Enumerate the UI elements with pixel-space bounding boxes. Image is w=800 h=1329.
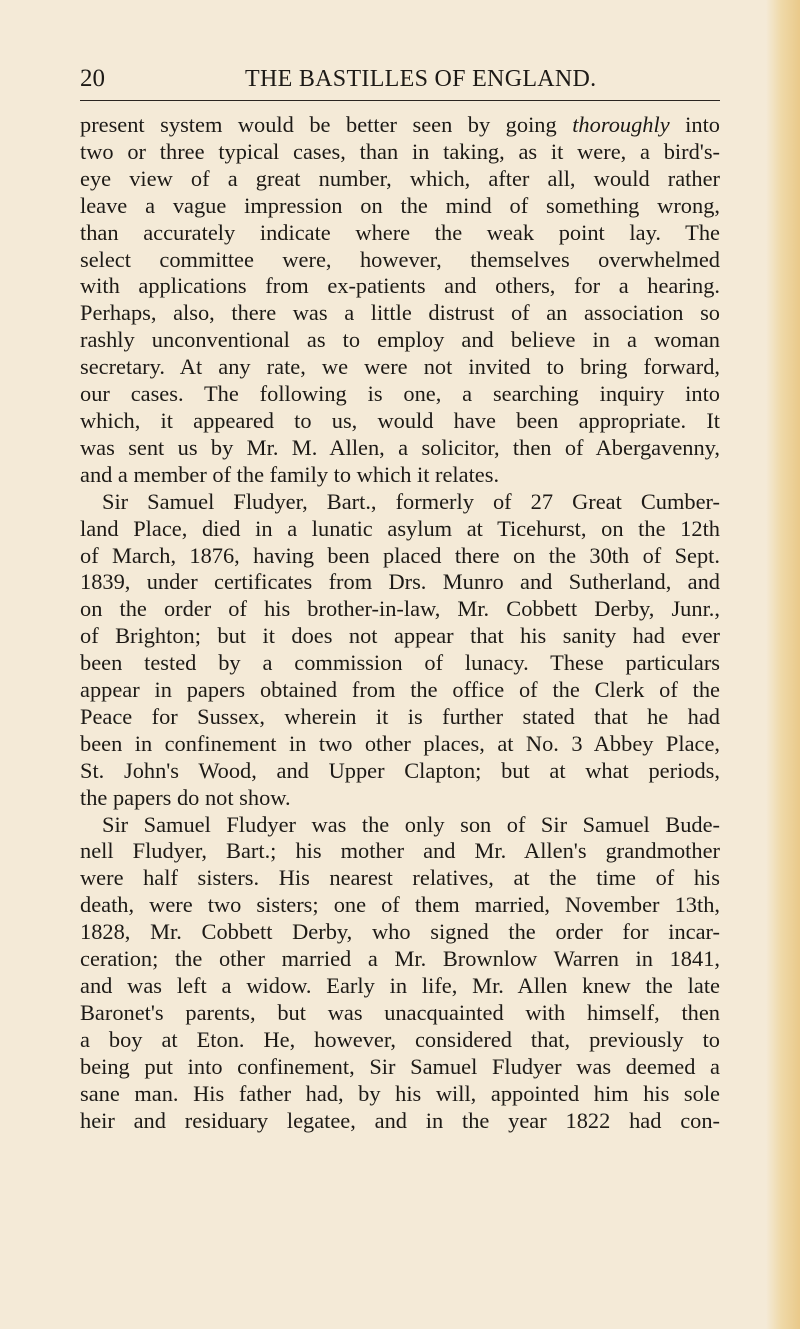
text-line: the papers do not show.	[80, 784, 291, 810]
text-line: 1828, Mr. Cobbett Derby, who signed the order for incar-	[80, 919, 720, 945]
text-line: heir and residuary legatee, and in the year 1822 had con-	[80, 1107, 720, 1133]
text-line: of March, 1876, having been placed there on the 30th of Sept.	[80, 542, 720, 568]
text-line: rashly unconventional as to employ and believe in a woman	[80, 327, 720, 353]
text-line: Peace for Sussex, wherein it is further stated that he had	[80, 703, 720, 729]
header-rule	[80, 100, 720, 101]
text-line: sane man. His father had, by his will, appointed him his sole	[80, 1080, 720, 1106]
text-line: been in confinement in two other places, at No. 3 Abbey Place,	[80, 730, 720, 756]
emphasis: thoroughly	[572, 112, 670, 137]
text-line: land Place, died in a lunatic asylum at Ticehurst, on the 12th	[80, 515, 720, 541]
text-line: Perhaps, also, there was a little distrust of an association so	[80, 300, 720, 326]
page-header	[80, 62, 720, 96]
running-head: THE BASTILLES OF ENGLAND.	[245, 66, 597, 92]
text-line: which, it appeared to us, would have been appropriate. It	[80, 407, 720, 433]
text-line: with applications from ex-patients and others, for a hearing.	[80, 273, 720, 299]
text-line: appear in papers obtained from the office of the Clerk of the	[80, 677, 720, 703]
text-line: St. John's Wood, and Upper Clapton; but at what periods,	[80, 757, 720, 783]
text-line: eye view of a great number, which, after all, would rather	[80, 165, 720, 191]
text-line: being put into confinement, Sir Samuel Fludyer was deemed a	[80, 1053, 720, 1079]
text-line: Baronet's parents, but was unacquainted with himself, then	[80, 999, 720, 1025]
text-line: secretary. At any rate, we were not invited to bring forward,	[80, 354, 720, 380]
text-line: ceration; the other married a Mr. Brownlow Warren in 1841,	[80, 946, 720, 972]
text-line: were half sisters. His nearest relatives, at the time of his	[80, 865, 720, 891]
text-line: two or three typical cases, than in taking, as it were, a bird's-	[80, 138, 720, 164]
text-line: was sent us by Mr. M. Allen, a solicitor, then of Abergavenny,	[80, 434, 720, 460]
text-line: Sir Samuel Fludyer, Bart., formerly of 27 Great Cumber-	[102, 488, 720, 514]
text-line: and a member of the family to which it relates.	[80, 461, 500, 487]
text-line: and was left a widow. Early in life, Mr. Allen knew the late	[80, 973, 720, 998]
text-line: select committee were, however, themselves overwhelmed	[80, 246, 720, 272]
text-line: than accurately indicate where the weak point lay. The	[80, 219, 720, 245]
text-line: a boy at Eton. He, however, considered that, previously to	[80, 1026, 720, 1052]
text-line: 1839, under certificates from Drs. Munro and Sutherland, and	[80, 569, 720, 595]
page-number: 20	[80, 65, 105, 92]
text-line: death, were two sisters; one of them married, November 13th,	[80, 892, 720, 918]
text-line: nell Fludyer, Bart.; his mother and Mr. Allen's grandmother	[80, 838, 720, 864]
text-line: leave a vague impression on the mind of something wrong,	[80, 192, 720, 218]
body-text	[80, 112, 720, 1134]
text-line: our cases. The following is one, a searching inquiry into	[80, 381, 720, 407]
text-line: been tested by a commission of lunacy. These particulars	[80, 650, 720, 676]
text-line: of Brighton; but it does not appear that his sanity had ever	[80, 623, 720, 649]
text-line: Sir Samuel Fludyer was the only son of Sir Samuel Bude-	[102, 811, 720, 837]
text-line: on the order of his brother-in-law, Mr. Cobbett Derby, Junr.,	[80, 596, 720, 622]
text-line: present system would be better seen by going thoroughly into	[80, 112, 720, 137]
